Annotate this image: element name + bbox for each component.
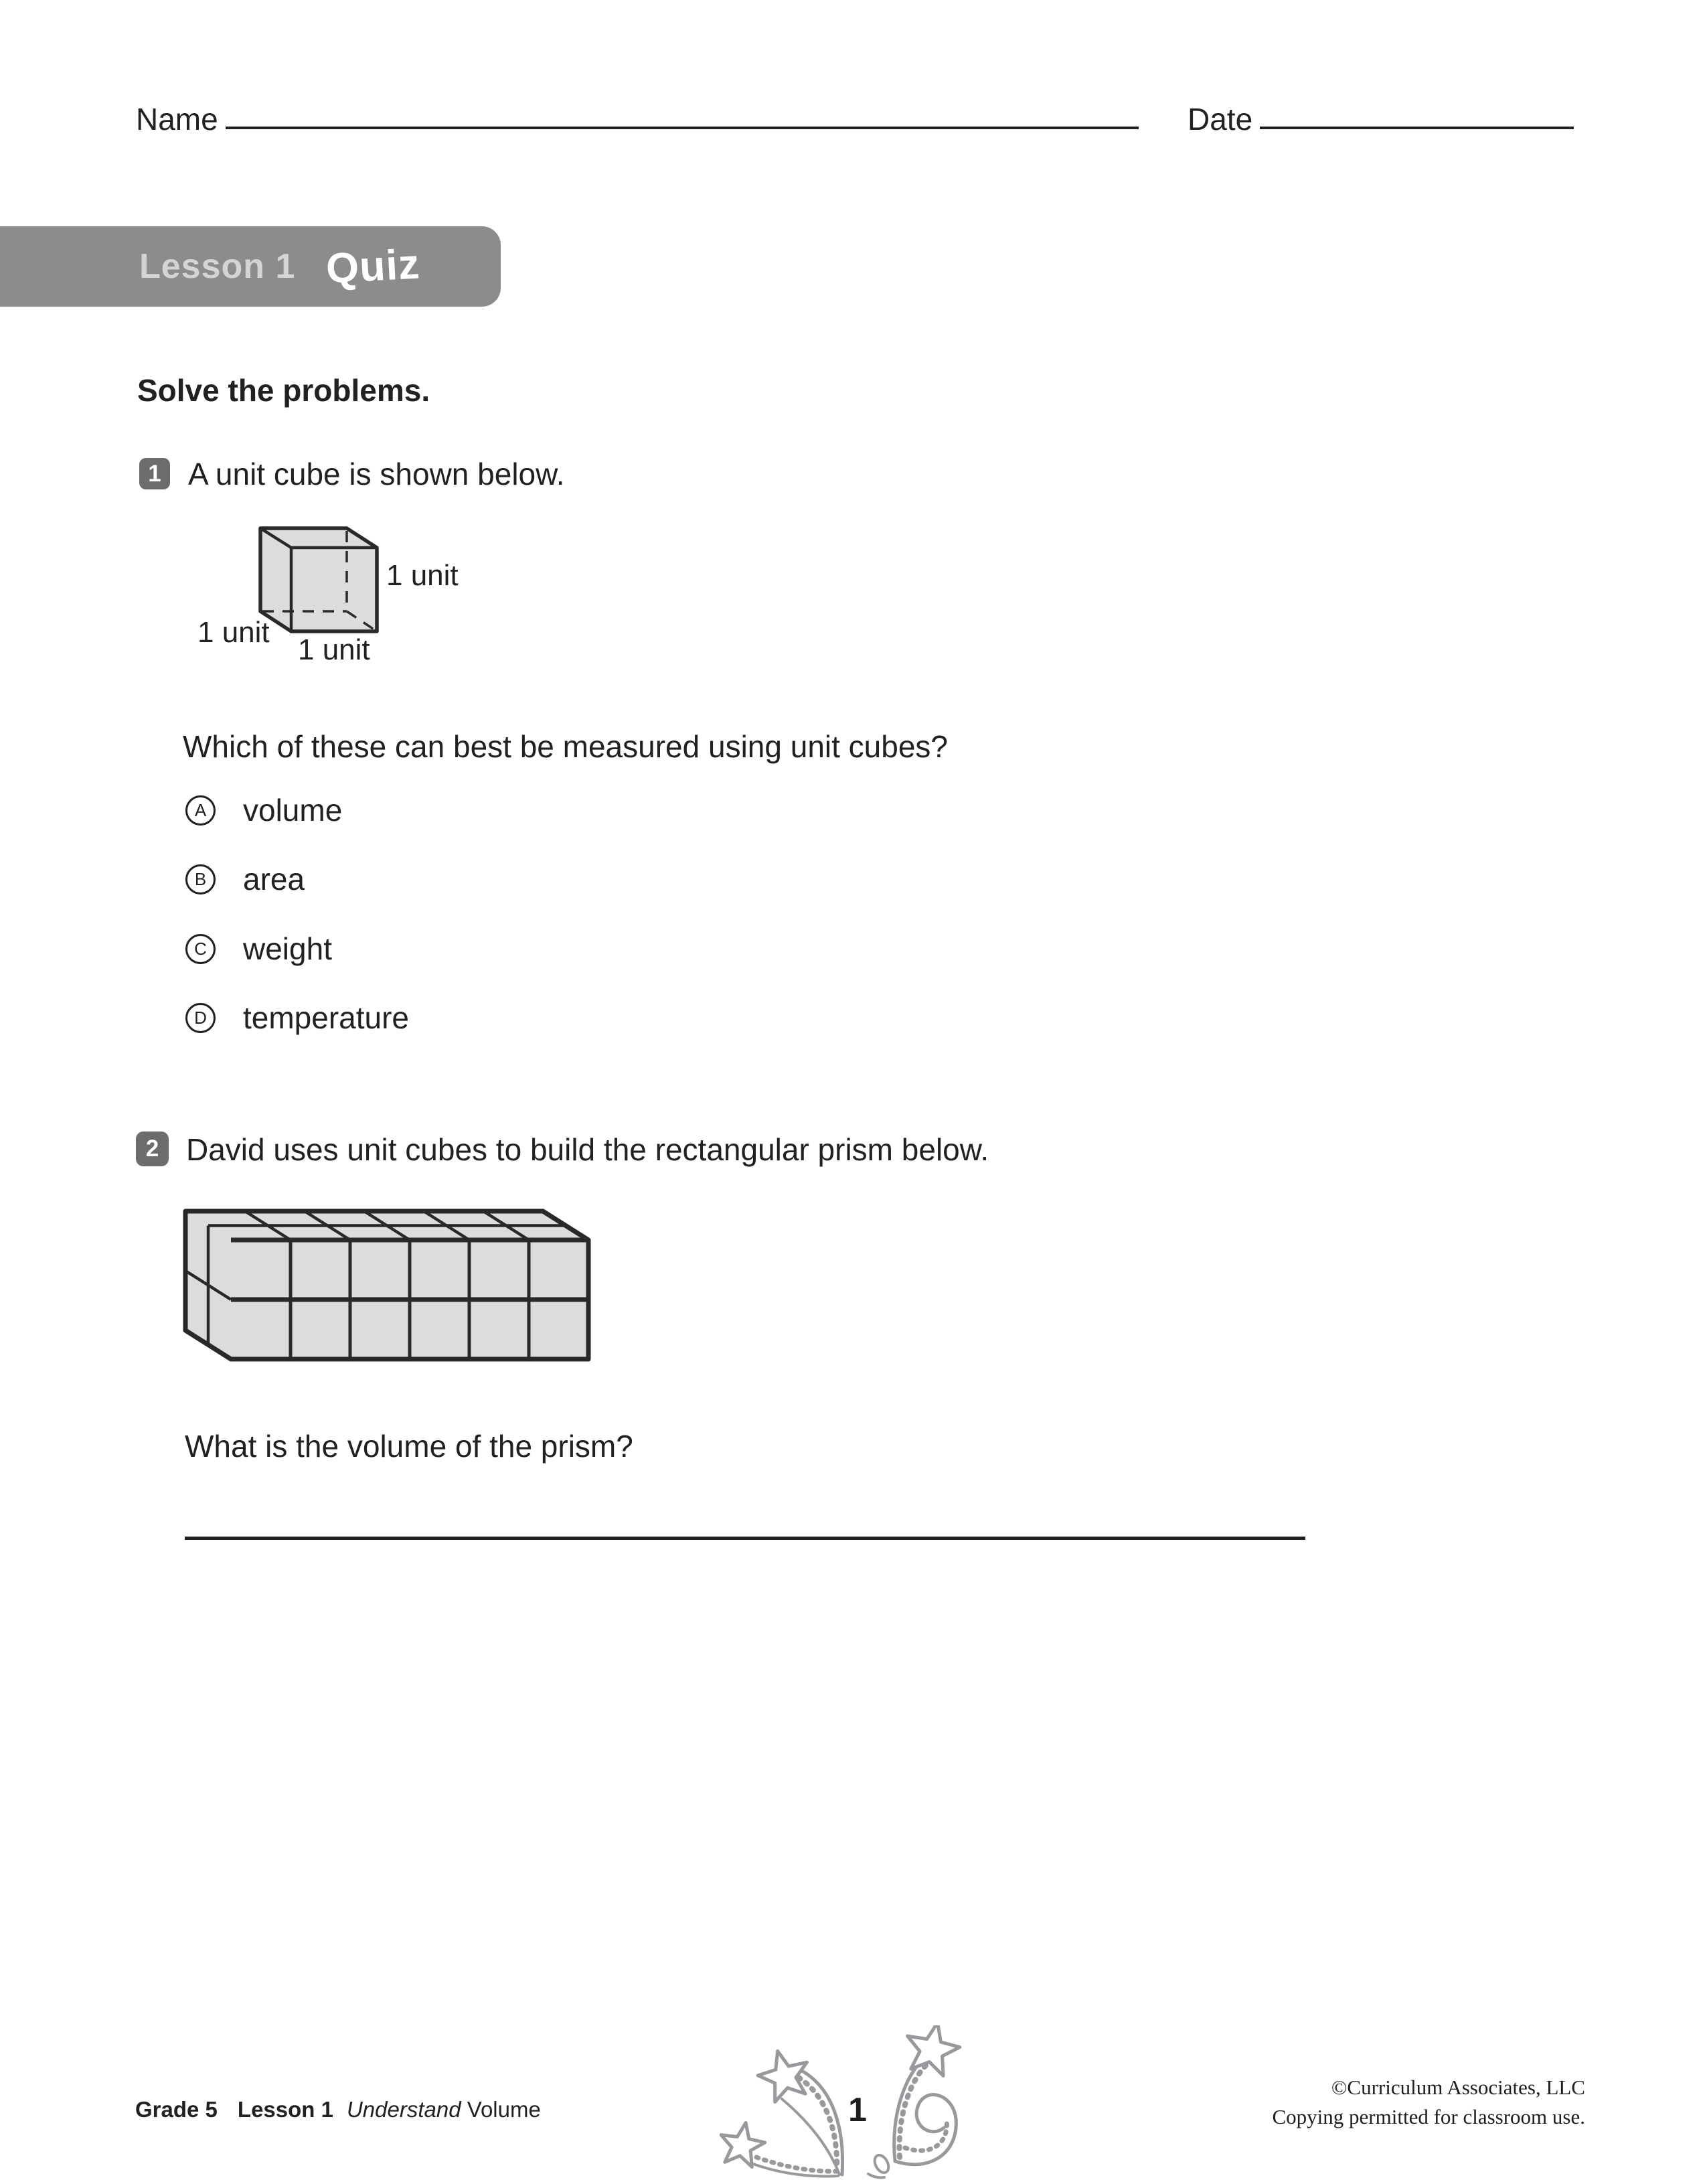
date-fill-in-line[interactable]	[1260, 127, 1574, 129]
answer-fill-in-line[interactable]	[185, 1537, 1305, 1540]
footer-course-info	[135, 2097, 541, 2122]
cube-label-width: 1 unit	[298, 633, 370, 666]
unit-cube-figure	[248, 516, 402, 643]
cube-label-depth: 1 unit	[197, 616, 270, 649]
lesson-quiz-banner	[0, 226, 501, 307]
problem-2-number-badge	[136, 1132, 169, 1166]
banner-lesson-label: Lesson 1	[139, 247, 296, 286]
page-number: 1	[848, 2091, 867, 2128]
choice-b-text: area	[243, 862, 305, 896]
cube-label-height: 1 unit	[386, 559, 459, 592]
choice-b-letter[interactable]: B	[185, 864, 216, 894]
choice-a[interactable]	[185, 795, 342, 826]
date-label: Date	[1188, 102, 1253, 137]
problem-2-prompt: David uses unit cubes to build the rectangular prism below.	[186, 1132, 989, 1167]
name-label: Name	[136, 102, 218, 137]
copyright-line-2: Copying permitted for classroom use.	[1272, 2105, 1585, 2128]
problem-1-number-badge	[139, 458, 170, 489]
copyright-line-1: ©Curriculum Associates, LLC	[1331, 2076, 1585, 2099]
problem-1-prompt: A unit cube is shown below.	[188, 457, 565, 491]
instructions-text: Solve the problems.	[137, 373, 430, 408]
choice-d[interactable]	[185, 1002, 409, 1033]
footer-unit-title: Volume	[467, 2097, 541, 2122]
choice-c-text: weight	[243, 931, 332, 966]
choice-c-letter[interactable]: C	[185, 934, 216, 964]
choice-d-letter[interactable]: D	[185, 1003, 216, 1033]
choice-c[interactable]	[185, 933, 332, 964]
rectangular-prism-figure	[177, 1202, 596, 1366]
footer-unit-title-italic: Understand	[346, 2097, 461, 2122]
footer-lesson: Lesson 1	[237, 2097, 333, 2122]
footer-grade: Grade 5	[135, 2097, 218, 2122]
copyright-notice	[1273, 2073, 1586, 2132]
choice-b[interactable]	[185, 864, 305, 894]
problem-2-number: 2	[145, 1136, 159, 1162]
choice-a-letter[interactable]: A	[185, 795, 216, 826]
name-fill-in-line[interactable]	[226, 127, 1139, 129]
choice-d-text: temperature	[243, 1000, 410, 1035]
problem-1-number: 1	[148, 460, 161, 487]
problem-2-question: What is the volume of the prism?	[185, 1429, 633, 1464]
choice-a-text: volume	[243, 793, 343, 828]
problem-1-question: Which of these can best be measured using unit cubes?	[183, 729, 949, 764]
banner-quiz-title: Quiz	[325, 240, 422, 293]
